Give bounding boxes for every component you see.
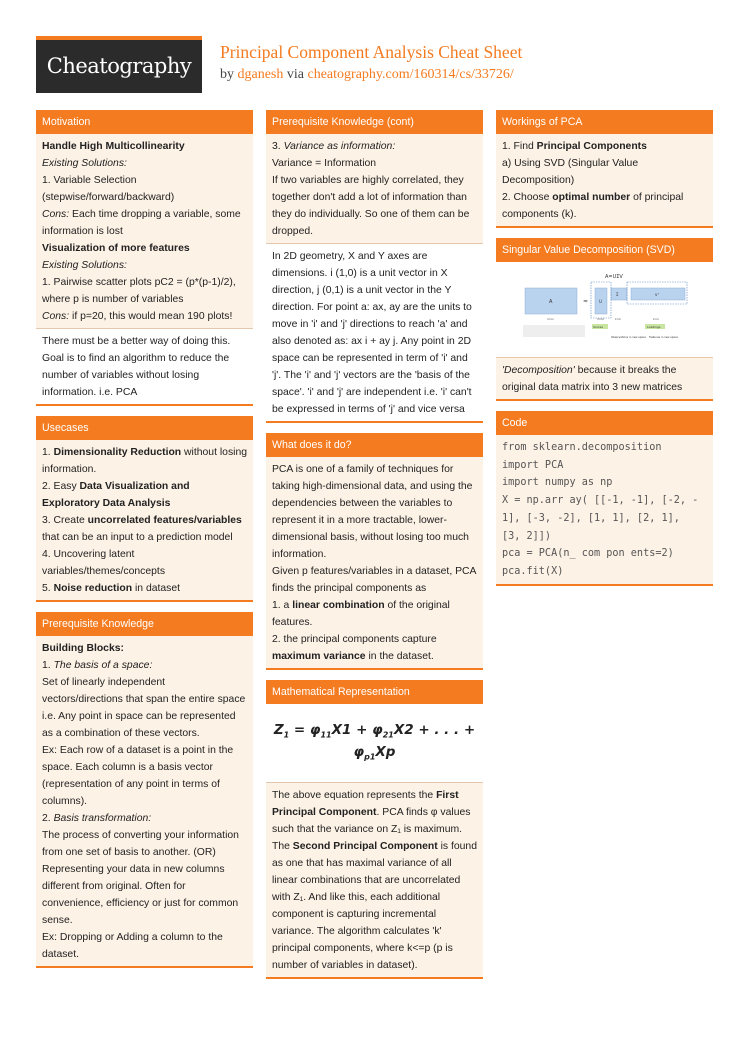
subheading: Building Blocks: — [42, 643, 124, 654]
features-label: Features in new space — [648, 336, 678, 339]
section-svd — [496, 238, 713, 401]
text-block — [496, 134, 713, 228]
text-line: There must be a better way of doing this. Goal is to find an algorithm to reduce the number of variables without losing information. i.e. PCA — [42, 336, 231, 398]
code-line: pca.fit(X) — [502, 565, 564, 577]
list-item: 4. Uncovering latent variables/themes/concepts — [42, 549, 166, 577]
observations-label: Observations in new space — [610, 336, 646, 339]
by-text: by — [220, 67, 234, 82]
svd-note-block — [523, 325, 585, 337]
code-line: from sklearn.decomposition — [502, 442, 662, 453]
list-item: 1. Dimensionality Reduction without losing information. — [42, 447, 248, 475]
text-line: 1. Find Principal Components — [502, 141, 647, 152]
code-line: import PCA — [502, 459, 564, 471]
header — [36, 36, 716, 93]
text-line: If two variables are highly correlated, they together don't add a lot of information than they do individually. So one of them can be dropped. — [272, 175, 470, 237]
column-1 — [36, 110, 253, 978]
byline — [220, 66, 514, 83]
code-line: 1], [-3, -2], [1, 1], [2, 1], — [502, 512, 680, 524]
cons-text: Each time dropping a variable, some information is lost — [42, 209, 241, 237]
text-line: 2. Choose optimal number of principal components (k). — [502, 192, 684, 220]
text-block — [36, 134, 253, 329]
text-block — [266, 783, 483, 979]
text-block — [36, 329, 253, 406]
text-line: The process of converting your information from one set of basis to another. (OR) Representing your data in new columns different from original. Often for convenience, efficiency or just for common sense. — [42, 830, 239, 926]
kxn-label: k×n — [652, 317, 659, 321]
code-line: X = np.arr ay( [[-1, -1], [-2, - — [502, 495, 699, 507]
list-item: 2. Easy Data Visualization and Exploratory Data Analysis — [42, 481, 190, 509]
text-block — [266, 134, 483, 244]
svd-diagram-block — [496, 262, 713, 358]
text-line: 1. The basis of a space: — [42, 660, 153, 671]
matrix-vt-label: vᵀ — [654, 292, 659, 297]
loadings-label: Loadings — [646, 325, 660, 329]
section-heading: Code — [496, 411, 713, 435]
text-line: Existing Solutions: — [42, 158, 127, 169]
text-line: Ex: Each row of a dataset is a point in the space. Each column is a basis vector (representation of any point in terms of columns). — [42, 745, 234, 807]
matrix-sigma — [611, 288, 627, 300]
text-line: 3. Variance as information: — [272, 141, 396, 152]
section-code — [496, 411, 713, 586]
text-block — [266, 244, 483, 423]
text-line: The above equation represents the First Principal Component. PCA finds φ values such that the variance on Z₁ is maximum. The Second Principal Component is found as one that has maximal variance of all linear combinations that are uncorrelated with Z₁. And like this, each additional component is capturing incremental variance. The algorithm calculates 'k' principal components, where k<=p (p is number of variables in dataset). — [272, 790, 477, 972]
section-prerequisite — [36, 612, 253, 968]
page-title: Principal Component Analysis Cheat Sheet — [220, 42, 523, 62]
cons-label: Cons: — [42, 209, 70, 220]
column-3 — [496, 110, 713, 596]
scores-label: Scores — [592, 325, 603, 329]
mxn-label: m×n — [546, 317, 554, 321]
section-heading: Prerequisite Knowledge (cont) — [266, 110, 483, 134]
svd-diagram-image — [519, 268, 691, 352]
section-heading: Prerequisite Knowledge — [36, 612, 253, 636]
section-workings — [496, 110, 713, 228]
section-heading: Mathematical Representation — [266, 680, 483, 704]
matrix-sigma-label: Σ — [615, 292, 619, 297]
code-line: pca = PCA(n_ com pon ents=2) — [502, 548, 674, 560]
section-usecases — [36, 416, 253, 602]
section-motivation — [36, 110, 253, 406]
text-line: 'Decomposition' because it breaks the original data matrix into 3 new matrices — [502, 365, 683, 393]
subheading: Visualization of more features — [42, 243, 190, 254]
text-block — [266, 457, 483, 670]
text-line: Ex: Dropping or Adding a column to the dataset. — [42, 932, 223, 960]
text-line: Existing Solutions: — [42, 260, 127, 271]
text-block — [496, 358, 713, 401]
section-heading: Singular Value Decomposition (SVD) — [496, 238, 713, 262]
cons-text: if p=20, this would mean 190 plots! — [69, 311, 233, 322]
text-line: 1. a linear combination of the original features. — [272, 600, 450, 628]
source-url-link[interactable]: cheatography.com/160314/cs/33726/ — [307, 67, 514, 82]
text-line: 2. the principal components capture maximum variance in the dataset. — [272, 634, 437, 662]
column-2 — [266, 110, 483, 989]
section-prerequisite-cont — [266, 110, 483, 423]
code-line: [3, 2]]) — [502, 530, 552, 542]
text-line — [42, 206, 247, 240]
subheading: Handle High Multicollinearity — [42, 141, 185, 152]
section-heading: Workings of PCA — [496, 110, 713, 134]
approx-label: ≈ — [582, 298, 588, 305]
kxk-label: k×k — [614, 317, 621, 321]
text-line: PCA is one of a family of techniques for taking high-dimensional data, and using the dependencies between the variables to represent it in a more tractable, lower-dimensional basis, without losing too much information. — [272, 464, 473, 560]
code-line: import numpy as np — [502, 477, 613, 489]
code-block — [496, 435, 713, 586]
pca-formula: $Z_1 = \varphi_{11}X1 + \varphi_{21}X2$ + . . . + $\varphi_{p1}Xp$ — [272, 708, 477, 779]
list-item: 3. Create uncorrelated features/variables that can be an input to a prediction model — [42, 515, 242, 543]
cons-label: Cons: — [42, 311, 70, 322]
text-line: Given p features/variables in a dataset, PCA finds the principal components as — [272, 566, 476, 594]
section-what-does-it-do — [266, 433, 483, 670]
text-block — [36, 440, 253, 602]
text-line — [42, 308, 247, 325]
text-line: 1. Pairwise scatter plots pC2 = (p*(p-1)/2), where p is number of variables — [42, 277, 236, 305]
section-math — [266, 680, 483, 979]
svd-eq-label: A=UΣV — [604, 274, 623, 280]
text-line: In 2D geometry, X and Y axes are dimensions. i (1,0) is a unit vector in X direction, j (0,1) is a unit vector in the Y direction. For point a: ax, ay are the units to move in 'i' and 'j' directions to reach 'a' and also denoted as: ax i + ay j. Any point in 2D space can be represented in term of 'i' and 'j'. The 'i' and 'j' vectors are the 'basis of the space'. 'i' and 'j' are independent i.e. 'i' can't be expressed in terms of 'j' and vice versa — [272, 251, 472, 415]
text-line: 1. Variable Selection (stepwise/forward/backward) — [42, 175, 175, 203]
author-link[interactable]: dganesh — [237, 67, 284, 82]
section-heading: Usecases — [36, 416, 253, 440]
text-line: Variance = Information — [272, 158, 377, 169]
formula-block — [266, 704, 483, 783]
section-heading: What does it do? — [266, 433, 483, 457]
text-block — [36, 636, 253, 968]
mxk-label: m×k — [596, 317, 604, 321]
matrix-u-label: U — [598, 299, 602, 304]
via-text: via — [286, 67, 304, 82]
cheatography-logo[interactable]: Cheatography — [36, 36, 202, 93]
section-heading: Motivation — [36, 110, 253, 134]
text-line: Set of linearly independent vectors/directions that span the entire space i.e. Any point in space can be represented as a combination of these vectors. — [42, 677, 246, 739]
text-line: 2. Basis transformation: — [42, 813, 152, 824]
list-item: 5. Noise reduction in dataset — [42, 583, 181, 594]
matrix-a-label: A — [548, 299, 552, 305]
text-line: a) Using SVD (Singular Value Decomposition) — [502, 158, 639, 186]
